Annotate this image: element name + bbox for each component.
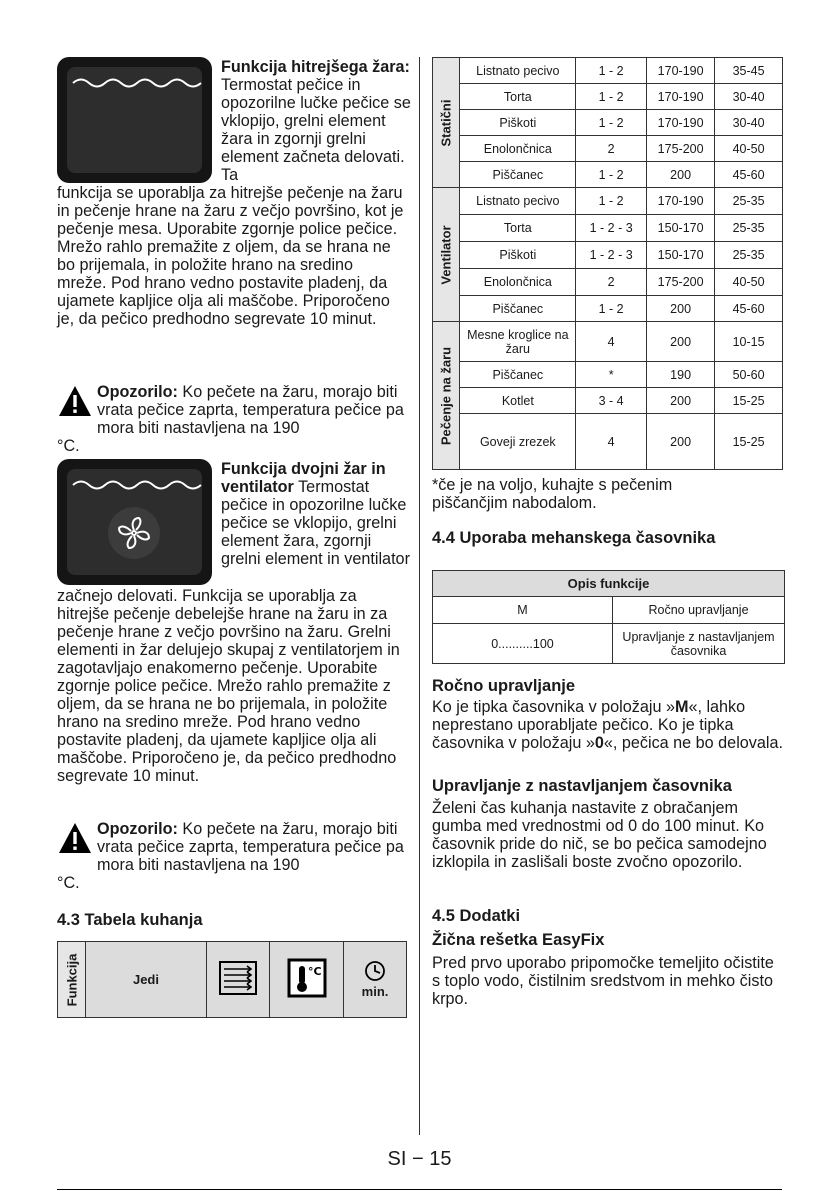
- table-cell: 15-25: [715, 414, 783, 470]
- table-cell: 150-170: [647, 215, 715, 242]
- table-cell: 190: [647, 362, 715, 388]
- table-cell: 200: [647, 322, 715, 362]
- section-4-5-heading: 4.5 Dodatki: [432, 907, 521, 925]
- table-cell: 1 - 2 - 3: [576, 242, 647, 269]
- table-cell: 170-190: [647, 58, 715, 84]
- table-cell: 25-35: [715, 242, 783, 269]
- function-column-header: Funkcija: [58, 942, 86, 1018]
- table-cell: Torta: [460, 215, 576, 242]
- table-cell: Goveji zrezek: [460, 414, 576, 470]
- table-row: [433, 162, 783, 188]
- table-row: [433, 296, 783, 322]
- table-cell: 1 - 2: [576, 110, 647, 136]
- grill-fast-intro: [221, 58, 411, 184]
- table-cell: 4: [576, 414, 647, 470]
- table-row: [433, 269, 783, 296]
- table-cell: 1 - 2 - 3: [576, 215, 647, 242]
- table-cell: 15-25: [715, 388, 783, 414]
- table-cell: 30-40: [715, 84, 783, 110]
- grill-fast-text: funkcija se uporablja za hitrejše pečenje na žaru in pečenje hrane na žaru z večjo površino, kot je pečenje mesa. Uporabite zgornje police pečice. Mrežo rahlo premažite z oljem, da se hrana ne bo prijemala, in položite hrano na sredino mreže. Pod hrano vedno postavite pladenj, da ujamete kapljice olja ali maščobe. Priporočeno je, da pečico predhodno segrevate 10 minut.: [57, 184, 404, 328]
- table-cell: 35-45: [715, 58, 783, 84]
- warning-1-label: Opozorilo:: [97, 383, 178, 401]
- table-cell: 2: [576, 136, 647, 162]
- table-cell: 175-200: [647, 269, 715, 296]
- warning-2-text: Ko pečete na žaru, morajo biti vrata pečice zaprta, temperatura pečice pa mora biti nastavljena na 190: [97, 820, 404, 874]
- food-column-header: Jedi: [86, 942, 206, 1018]
- warning-2-unit: °C.: [57, 874, 80, 892]
- page-number: SI − 15: [387, 1148, 452, 1170]
- table-cell: Mesne kroglice na žaru: [460, 322, 576, 362]
- cooking-table: [432, 57, 783, 470]
- table-cell: 10-15: [715, 322, 783, 362]
- column-divider: [419, 57, 420, 1135]
- table-cell: 1 - 2: [576, 296, 647, 322]
- warning-2: [97, 820, 407, 874]
- warning-2-label: Opozorilo:: [97, 820, 178, 838]
- wire-rack-heading: Žična rešetka EasyFix: [432, 931, 605, 949]
- table-cell: 200: [647, 162, 715, 188]
- table-cell: 150-170: [647, 242, 715, 269]
- time-column-header: [344, 942, 407, 1018]
- svg-text:°C: °C: [307, 965, 322, 978]
- function-group-label: Ventilator: [433, 188, 460, 322]
- manual-heading: Ročno upravljanje: [432, 677, 576, 695]
- table-cell: 1 - 2: [576, 84, 647, 110]
- table-cell: 40-50: [715, 136, 783, 162]
- table-cell: 3 - 4: [576, 388, 647, 414]
- timer-cell: M: [433, 597, 613, 624]
- footer-rule: [57, 1189, 782, 1190]
- warning-1-unit: °C.: [57, 437, 80, 455]
- clock-icon: [355, 960, 395, 982]
- table-cell: 50-60: [715, 362, 783, 388]
- table-row: [433, 215, 783, 242]
- table-cell: 40-50: [715, 269, 783, 296]
- cooking-table-header: [57, 941, 407, 1018]
- table-cell: 1 - 2: [576, 58, 647, 84]
- table-cell: Enolončnica: [460, 136, 576, 162]
- table-row: [433, 110, 783, 136]
- table-row: [433, 388, 783, 414]
- table-cell: 45-60: [715, 162, 783, 188]
- grill-fast-title: Funkcija hitrejšega žara:: [221, 58, 410, 76]
- table-cell: 200: [647, 414, 715, 470]
- table-cell: 1 - 2: [576, 162, 647, 188]
- grill-double-text-right: Termostat pečice in opozorilne lučke pečice se vklopijo, grelni element žara, zgornji grelni element in ventilator: [221, 478, 410, 568]
- shelf-level-icon: [216, 958, 260, 998]
- table-cell: 200: [647, 388, 715, 414]
- grill-double-title: Funkcija dvojni žar in ventilator: [221, 460, 386, 496]
- warning-icon: [57, 821, 93, 855]
- timer-table: [432, 570, 785, 664]
- table-row: [433, 362, 783, 388]
- table-cell: 45-60: [715, 296, 783, 322]
- thermometer-icon: [285, 956, 329, 1000]
- table-cell: Piščanec: [460, 162, 576, 188]
- table-cell: Listnato pecivo: [460, 188, 576, 215]
- table-cell: 175-200: [647, 136, 715, 162]
- warning-icon: [57, 384, 93, 418]
- warning-1: [97, 383, 407, 437]
- timer-cell: 0..........100: [433, 624, 613, 664]
- table-row: [433, 136, 783, 162]
- table-cell: Piščanec: [460, 362, 576, 388]
- table-cell: 2: [576, 269, 647, 296]
- shelf-column-header: [206, 942, 269, 1018]
- warning-1-text: Ko pečete na žaru, morajo biti vrata pečice zaprta, temperatura pečice pa mora biti nastavljena na 190: [97, 383, 404, 437]
- table-cell: Torta: [460, 84, 576, 110]
- wire-rack-text: Pred prvo uporabo pripomočke temeljito očistite s toplo vodo, čistilnim sredstvom in mehko čisto krpo.: [432, 954, 774, 1008]
- timer-control-text: Želeni čas kuhanja nastavite z obračanjem gumba med vrednostmi od 0 do 100 minut. Ko časovnik pride do nič, se bo pečica samodejno izklopila in zaslišali boste zvočno opozorilo.: [432, 799, 767, 871]
- table-cell: 170-190: [647, 110, 715, 136]
- table-row: [433, 322, 783, 362]
- table-cell: Piščanec: [460, 296, 576, 322]
- timer-cell: Upravljanje z nastavljanjem časovnika: [613, 624, 785, 664]
- timer-control-heading: Upravljanje z nastavljanjem časovnika: [432, 777, 732, 795]
- grill-fast-text-right: Termostat pečice in opozorilne lučke pečice se vklopijo, grelni element žara in zgornji grelni element začneta delovati. Ta: [221, 76, 411, 184]
- function-group-label: Pečenje na žaru: [433, 322, 460, 470]
- table-cell: Listnato pecivo: [460, 58, 576, 84]
- table-cell: 170-190: [647, 188, 715, 215]
- table-cell: 25-35: [715, 215, 783, 242]
- table-row: [433, 188, 783, 215]
- table-cell: 200: [647, 296, 715, 322]
- table-cell: 1 - 2: [576, 188, 647, 215]
- table-cell: Enolončnica: [460, 269, 576, 296]
- minutes-label: min.: [361, 984, 389, 999]
- section-4-3-heading: 4.3 Tabela kuhanja: [57, 911, 203, 929]
- function-group-label: Statični: [433, 58, 460, 188]
- table-row: [433, 242, 783, 269]
- temperature-column-header: [270, 942, 344, 1018]
- grill-function-icon: [57, 57, 212, 183]
- table-cell: 30-40: [715, 110, 783, 136]
- table-cell: 4: [576, 322, 647, 362]
- section-4-4-heading: 4.4 Uporaba mehanskega časovnika: [432, 529, 716, 547]
- grill-double-text: začnejo delovati. Funkcija se uporablja za hitrejše pečenje debelejše hrane na žaru in za pečenje hrane z večjo površino na žaru. Grelni elementi in žar delujejo skupaj z ventilatorjem in zagotavljajo enakomerno pečenje. Uporabite zgornje police pečice. Mrežo rahlo premažite z oljem, da se hrana ne bo prijemala, in položite hrano na sredino mreže. Pod hrano vedno postavite pladenj, da ujamete kapljice olja ali maščobe. Priporočeno je, da pečico predhodno segrevate 10 minut.: [57, 587, 400, 785]
- table-cell: Kotlet: [460, 388, 576, 414]
- grill-double-intro: [221, 460, 411, 568]
- table-cell: Piškoti: [460, 110, 576, 136]
- table-row: [433, 414, 783, 470]
- timer-cell: Ročno upravljanje: [613, 597, 785, 624]
- table-cell: Piškoti: [460, 242, 576, 269]
- table-cell: 25-35: [715, 188, 783, 215]
- table-cell: 170-190: [647, 84, 715, 110]
- table-row: [433, 84, 783, 110]
- table-row: [433, 58, 783, 84]
- manual-text: Ko je tipka časovnika v položaju »M«, lahko neprestano uporabljate pečico. Ko je tipka časovnika v položaju »0«, pečica ne bo delovala.: [432, 698, 783, 752]
- timer-table-header: Opis funkcije: [433, 571, 785, 597]
- cooking-table-footnote: *če je na voljo, kuhajte s pečenim piščančjim nabodalom.: [432, 476, 673, 512]
- grill-fan-function-icon: [57, 459, 212, 585]
- table-cell: *: [576, 362, 647, 388]
